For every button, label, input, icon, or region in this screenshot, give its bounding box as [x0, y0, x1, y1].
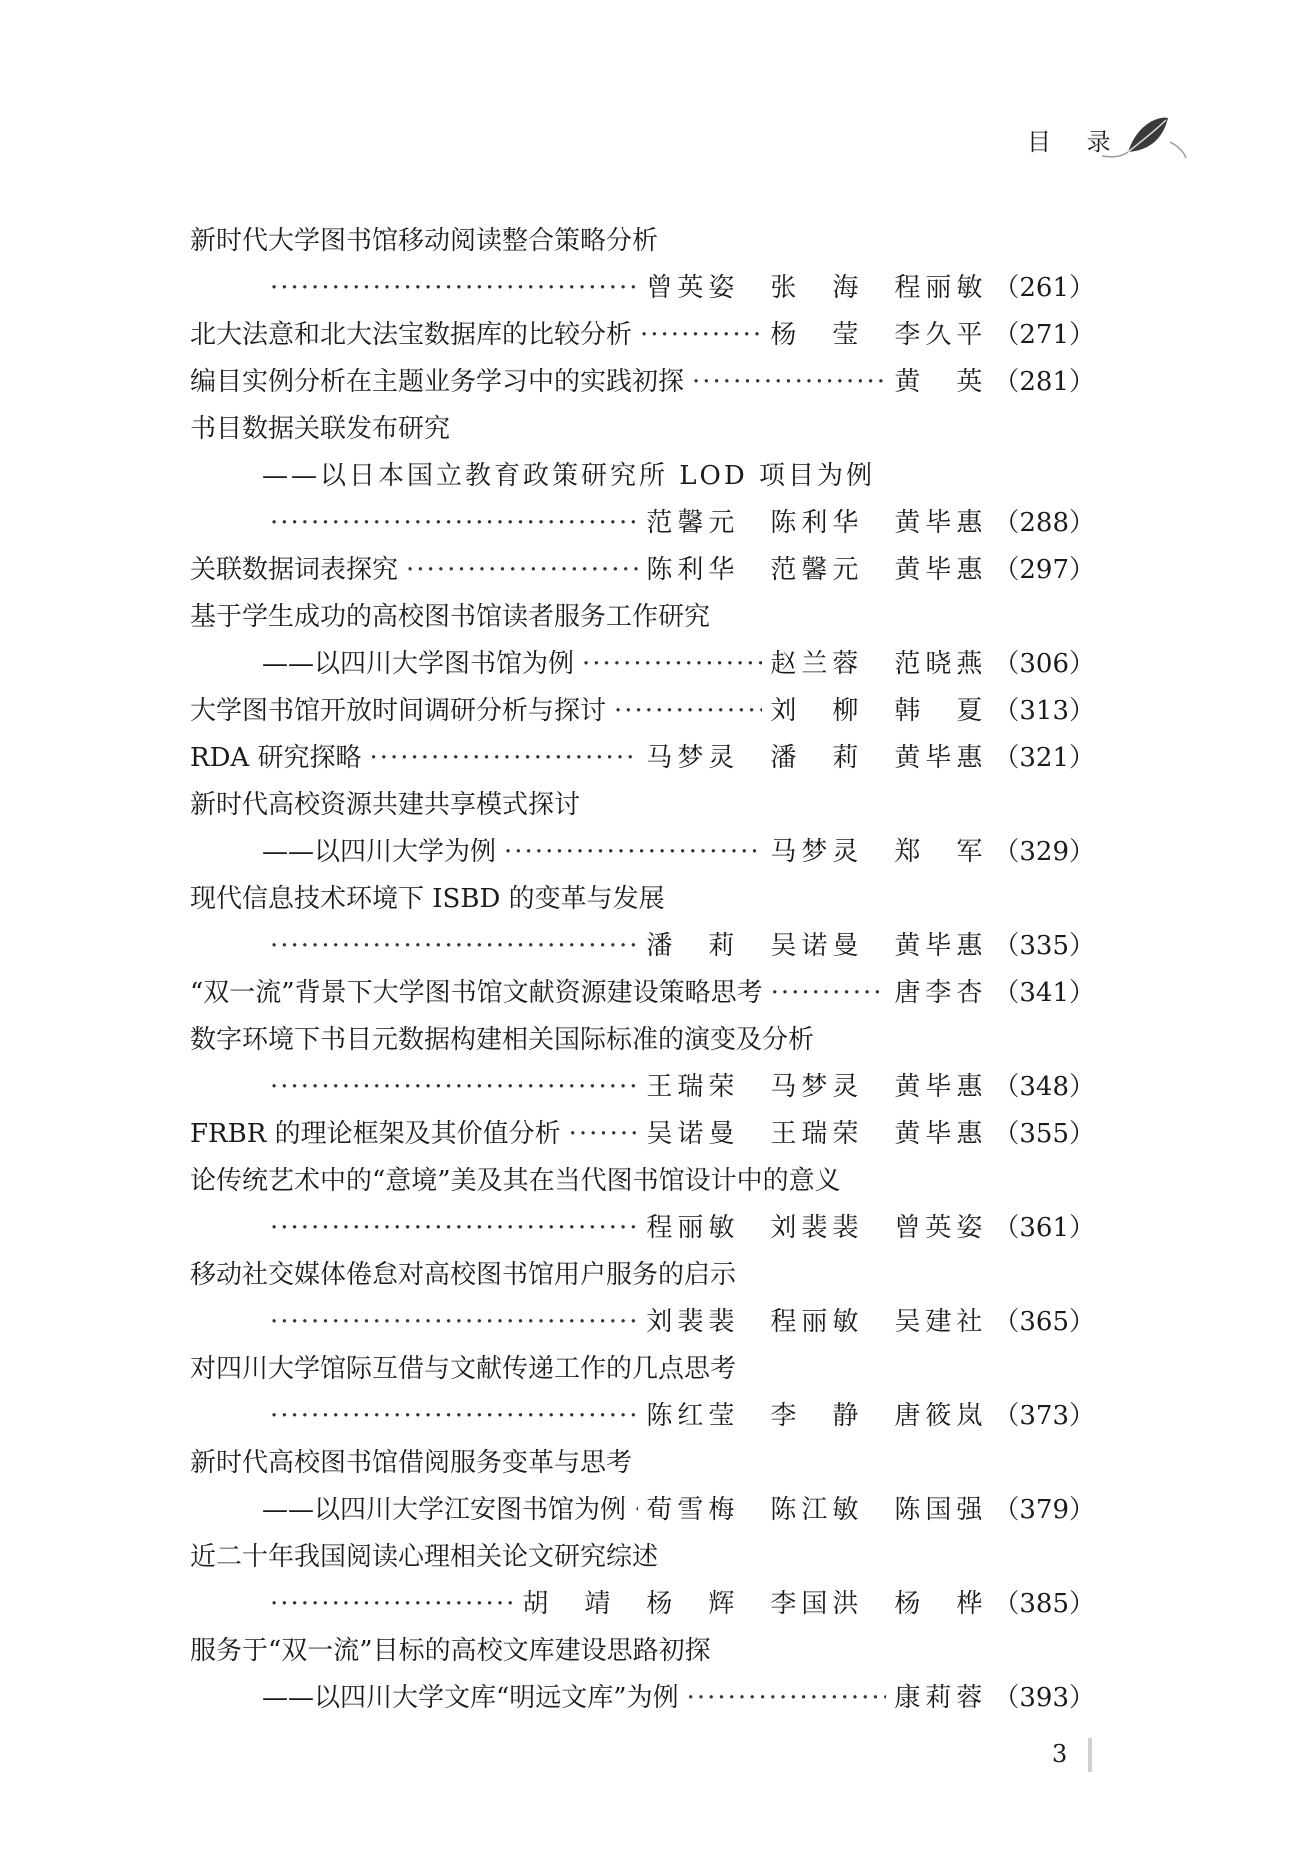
toc-title-line	[190, 406, 1095, 453]
leader-dots	[270, 923, 638, 970]
entry-authors: 康莉蓉	[894, 1683, 988, 1713]
leader-dots	[270, 265, 638, 312]
entry-page: （288）	[993, 508, 1095, 538]
page-number: 3	[1052, 1740, 1068, 1768]
entry-page: （341）	[993, 978, 1095, 1008]
entry-title: 现代信息技术环境下 ISBD 的变革与发展	[190, 884, 665, 914]
entry-page: （329）	[993, 837, 1095, 867]
entry-authors: 陈红莹 李 静 唐筱岚	[646, 1401, 988, 1431]
toc-title-line	[190, 1017, 1095, 1064]
entry-authors: 陈利华 范馨元 黄毕惠	[646, 555, 988, 585]
toc-title-line	[190, 594, 1095, 641]
entry-page: （313）	[993, 696, 1095, 726]
toc-title-line	[190, 876, 1095, 923]
entry-title: 北大法意和北大法宝数据库的比较分析	[190, 320, 633, 350]
entry-title: 服务于“双一流”目标的高校文库建设思路初探	[190, 1636, 711, 1666]
entry-subtitle: ——以四川大学文库“明远文库”为例	[262, 1683, 679, 1713]
toc-subtitle-line	[190, 453, 1095, 500]
toc-title-line	[190, 1628, 1095, 1675]
entry-authors: 范馨元 陈利华 黄毕惠	[646, 508, 988, 538]
toc-entry	[190, 1581, 1095, 1628]
toc-entry	[190, 923, 1095, 970]
entry-authors: 刘裴裴 程丽敏 吴建社	[646, 1307, 988, 1337]
entry-authors: 王瑞荣 马梦灵 黄毕惠	[646, 1072, 988, 1102]
entry-authors: 马梦灵 郑 军	[770, 837, 988, 867]
entry-title: RDA 研究探略	[190, 743, 362, 773]
entry-authors: 唐李杏	[894, 978, 988, 1008]
entry-page: （361）	[993, 1213, 1095, 1243]
entry-subtitle: ——以四川大学江安图书馆为例	[262, 1495, 627, 1525]
entry-title: 新时代高校图书馆借阅服务变革与思考	[190, 1448, 633, 1478]
entry-authors: 杨 莹 李久平	[770, 320, 988, 350]
toc-title-line	[190, 1346, 1095, 1393]
entry-title: 论传统艺术中的“意境”美及其在当代图书馆设计中的意义	[190, 1166, 841, 1196]
entry-page: （348）	[993, 1072, 1095, 1102]
entry-title: 书目数据关联发布研究	[190, 414, 451, 444]
entry-title: 基于学生成功的高校图书馆读者服务工作研究	[190, 602, 711, 632]
entry-page: （373）	[993, 1401, 1095, 1431]
entry-title: 移动社交媒体倦怠对高校图书馆用户服务的启示	[190, 1260, 737, 1290]
entry-title: 新时代大学图书馆移动阅读整合策略分析	[190, 226, 659, 256]
entry-authors: 刘 柳 韩 夏	[770, 696, 988, 726]
leader-dots	[614, 688, 762, 735]
entry-title: 大学图书馆开放时间调研分析与探讨	[190, 696, 607, 726]
toc-entry	[190, 1675, 1095, 1722]
entry-authors: 胡 靖 杨 辉 李国洪 杨 桦	[522, 1589, 988, 1619]
entry-subtitle: ——以四川大学图书馆为例	[262, 649, 575, 679]
leader-dots	[406, 547, 638, 594]
entry-page: （365）	[993, 1307, 1095, 1337]
toc-entry	[190, 1064, 1095, 1111]
toc-entry	[190, 829, 1095, 876]
leader-dots	[369, 735, 638, 782]
leader-dots	[569, 1111, 639, 1158]
entry-authors: 曾英姿 张 海 程丽敏	[646, 273, 988, 303]
leader-dots	[270, 1205, 638, 1252]
toc-entry	[190, 547, 1095, 594]
entry-subtitle: ——以四川大学为例	[262, 837, 497, 867]
leader-dots	[771, 970, 887, 1017]
toc-entry	[190, 1205, 1095, 1252]
leader-dots	[504, 829, 762, 876]
toc-entry	[190, 1487, 1095, 1534]
entry-title: 近二十年我国阅读心理相关论文研究综述	[190, 1542, 659, 1572]
entry-title: 新时代高校资源共建共享模式探讨	[190, 790, 581, 820]
toc-title-line	[190, 1440, 1095, 1487]
table-of-contents	[190, 218, 1095, 1722]
entry-authors: 赵兰蓉 范晓燕	[770, 649, 988, 679]
entry-title: 关联数据词表探究	[190, 555, 399, 585]
entry-authors: 荀雪梅 陈江敏 陈国强	[646, 1495, 988, 1525]
toc-title-line	[190, 218, 1095, 265]
toc-entry	[190, 970, 1095, 1017]
entry-page: （281）	[993, 367, 1095, 397]
leader-dots	[270, 1581, 514, 1628]
entry-title: 数字环境下书目元数据构建相关国际标准的演变及分析	[190, 1025, 815, 1055]
toc-entry	[190, 312, 1095, 359]
leader-dots	[634, 1487, 638, 1534]
leader-dots	[270, 500, 638, 547]
entry-authors: 马梦灵 潘 莉 黄毕惠	[646, 743, 988, 773]
toc-entry	[190, 1111, 1095, 1158]
entry-page: （393）	[993, 1683, 1095, 1713]
toc-title-line	[190, 782, 1095, 829]
entry-page: （385）	[993, 1589, 1095, 1619]
entry-title: 编目实例分析在主题业务学习中的实践初探	[190, 367, 685, 397]
entry-page: （335）	[993, 931, 1095, 961]
entry-authors: 潘 莉 吴诺曼 黄毕惠	[646, 931, 988, 961]
running-header: 目 录	[1027, 128, 1125, 156]
entry-authors: 黄 英	[894, 367, 988, 397]
leader-dots	[687, 1675, 887, 1722]
toc-entry	[190, 359, 1095, 406]
leader-dots	[692, 359, 886, 406]
toc-entry	[190, 265, 1095, 312]
entry-page: （271）	[993, 320, 1095, 350]
entry-page: （355）	[993, 1119, 1095, 1149]
leader-dots	[640, 312, 762, 359]
toc-title-line	[190, 1252, 1095, 1299]
leader-dots	[270, 1064, 638, 1111]
entry-title: “双一流”背景下大学图书馆文献资源建设策略思考	[190, 978, 763, 1008]
entry-authors: 程丽敏 刘裴裴 曾英姿	[646, 1213, 988, 1243]
leaf-ornament-icon	[1098, 112, 1188, 172]
toc-entry	[190, 735, 1095, 782]
entry-page: （321）	[993, 743, 1095, 773]
entry-page: （379）	[993, 1495, 1095, 1525]
toc-title-line	[190, 1534, 1095, 1581]
leader-dots	[270, 1299, 638, 1346]
toc-entry	[190, 500, 1095, 547]
entry-page: （261）	[993, 273, 1095, 303]
toc-entry	[190, 1299, 1095, 1346]
leader-dots	[582, 641, 762, 688]
entry-page: （297）	[993, 555, 1095, 585]
entry-page: （306）	[993, 649, 1095, 679]
toc-entry	[190, 1393, 1095, 1440]
entry-authors: 吴诺曼 王瑞荣 黄毕惠	[646, 1119, 988, 1149]
toc-entry	[190, 641, 1095, 688]
leader-dots	[270, 1393, 638, 1440]
toc-title-line	[190, 1158, 1095, 1205]
entry-title: 对四川大学馆际互借与文献传递工作的几点思考	[190, 1354, 737, 1384]
entry-subtitle: ——以日本国立教育政策研究所 LOD 项目为例	[262, 461, 875, 491]
entry-title: FRBR 的理论框架及其价值分析	[190, 1119, 561, 1149]
toc-entry	[190, 688, 1095, 735]
page-number-rule	[1088, 1738, 1092, 1772]
